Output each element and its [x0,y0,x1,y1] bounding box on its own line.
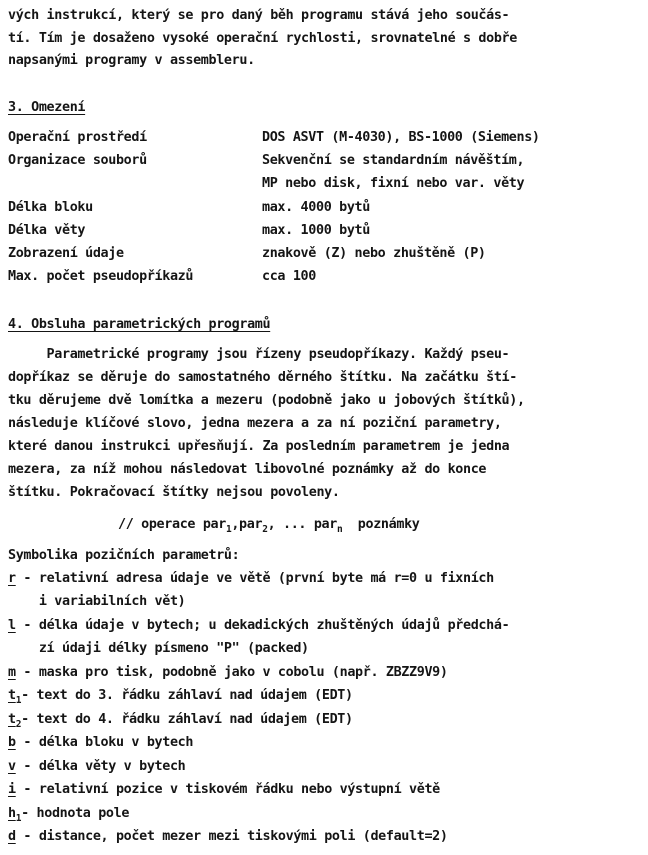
symbol-item [8,710,353,735]
section-4-heading: 4. Obsluha parametrických programů [8,317,271,332]
symbol-item [8,592,185,612]
limit-label: Délka bloku [8,200,93,215]
symbol-text: zí údaji délky písmeno "P" (packed) [8,641,309,656]
paragraph-line: dopříkaz se děruje do samostatného děrného štítku. Na začátku ští- [8,370,517,385]
symbol-text: - relativní adresa údaje ve větě (první byte má r=0 u fixních [15,571,494,586]
symbol-text: - text do 4. řádku záhlaví nad údajem (EDT) [21,712,353,727]
symbol-sub: 2 [15,719,22,730]
symbol-item [8,804,129,829]
syntax-suffix: poznámky [342,517,420,532]
paragraph-line: tku děrujeme dvě lomítka a mezeru (podobně jako u jobových štítků), [8,393,525,408]
symbol-key: h [8,806,16,821]
symbol-item [8,616,509,636]
limit-value: Sekvenční se standardním návěštím, [262,153,525,168]
syntax-mid: , ... par [267,517,337,532]
symbol-text: - délka věty v bytech [15,759,186,774]
intro-line-2: tí. Tím je dosaženo vysoké operační rychlosti, srovnatelné s dobře [8,31,517,46]
limit-value: DOS ASVT (M-4030), BS-1000 (Siemens) [262,130,540,145]
symbols-heading: Symbolika pozičních parametrů: [8,548,240,563]
paragraph-line: Parametrické programy jsou řízeny pseudopříkazy. Každý pseu- [8,347,510,362]
paragraph-line: mezera, za níž mohou následovat libovolné poznámky až do konce [8,462,487,477]
symbol-text: - hodnota pole [21,806,130,821]
symbol-key: d [8,829,16,844]
limit-value: MP nebo disk, fixní nebo var. věty [262,176,525,191]
limit-value: cca 100 [262,269,316,284]
symbol-item [8,757,185,777]
symbol-key: m [8,665,16,680]
symbol-text: - délka bloku v bytech [15,735,194,750]
symbol-key: v [8,759,16,774]
symbol-text: - text do 3. řádku záhlaví nad údajem (EDT) [21,688,353,703]
symbol-key: t [8,712,16,727]
limit-label: Operační prostředí [8,130,147,145]
symbol-key: r [8,571,16,586]
symbol-text: - maska pro tisk, podobně jako v cobolu (např. ZBZZ9V9) [15,665,448,680]
section-3-heading: 3. Omezení [8,100,86,115]
limit-value: znakově (Z) nebo zhuštěně (P) [262,246,486,261]
syntax-prefix: // operace par [118,517,226,532]
paragraph-line: štítku. Pokračovací štítky nejsou povoleny. [8,485,340,500]
symbol-item [8,827,448,847]
symbol-item [8,569,494,589]
paragraph-line: následuje klíčové slovo, jedna mezera a za ní poziční parametry, [8,416,502,431]
syntax-sub-1: 1 [225,524,232,535]
limit-label: Organizace souborů [8,153,147,168]
symbol-text: i variabilních vět) [8,594,186,609]
syntax-line [118,515,420,540]
limit-label: Délka věty [8,223,86,238]
symbol-sub: 1 [15,695,22,706]
syntax-sep-1: ,par [231,517,263,532]
symbol-text: - relativní pozice v tiskovém řádku nebo výstupní větě [15,782,440,797]
limit-value: max. 1000 bytů [262,223,370,238]
symbol-item [8,733,193,753]
limit-label: Max. počet pseudopříkazů [8,269,194,284]
symbol-text: - délka údaje v bytech; u dekadických zhuštěných údajů předchá- [15,618,510,633]
syntax-sub-2: 2 [262,524,268,535]
symbol-item [8,663,448,683]
syntax-sub-n: n [337,524,343,535]
limit-label: Zobrazení údaje [8,246,124,261]
intro-line-3: napsanými programy v assembleru. [8,53,255,68]
paragraph-line: které danou instrukci upřesňují. Za posledním parametrem je jedna [8,439,510,454]
symbol-text: - distance, počet mezer mezi tiskovými poli (default=2) [15,829,448,844]
symbol-sub: 1 [15,813,22,824]
symbol-key: i [8,782,16,797]
symbol-item [8,639,309,659]
limit-value: max. 4000 bytů [262,200,370,215]
symbol-key: l [8,618,16,633]
symbol-key: b [8,735,16,750]
symbol-item [8,686,353,711]
symbol-key: t [8,688,16,703]
intro-line-1: vých instrukcí, který se pro daný běh programu stává jeho součás- [8,8,510,23]
symbol-item [8,780,440,800]
